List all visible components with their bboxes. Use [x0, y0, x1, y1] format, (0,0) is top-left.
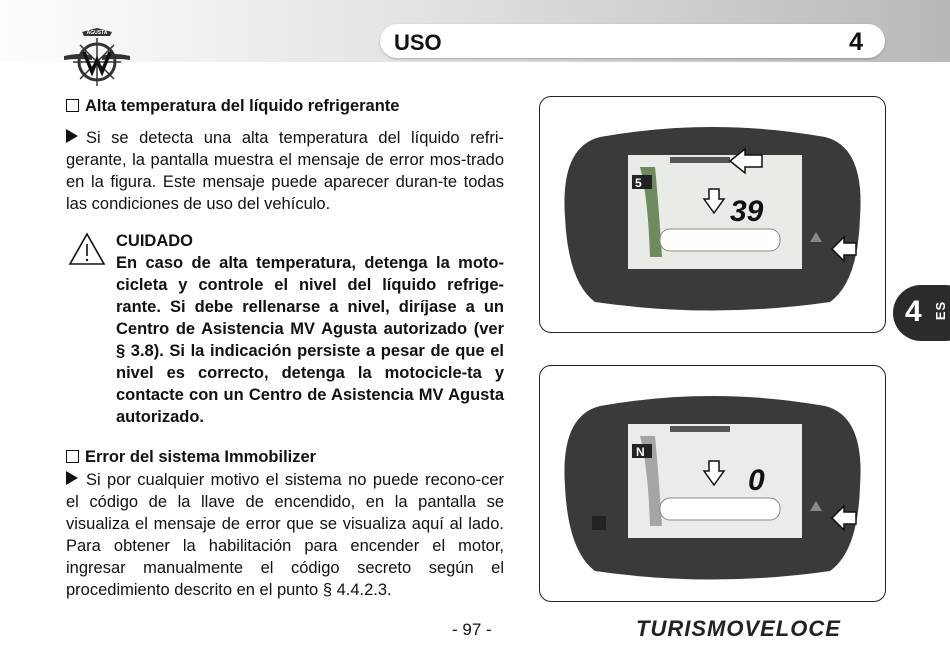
page-number: - 97 - — [452, 620, 492, 639]
mv-agusta-logo — [62, 22, 132, 90]
warning-block — [116, 230, 504, 428]
chapter-side-tab — [893, 285, 950, 341]
section-heading-immobilizer: Error del sistema Immobilizer — [66, 446, 506, 468]
speed-readout: 39 — [730, 195, 764, 228]
warning-triangle-icon — [68, 232, 106, 266]
section-title: USO — [394, 30, 442, 55]
bullet-arrow-icon — [66, 471, 78, 485]
section-title-bar — [380, 24, 885, 58]
section-body-immobilizer: Si por cualquier motivo el sistema no puede recono-cer el código de la llave de encendido, en la pantalla se visualiza el mensaje de error que se visualiza aquí al lado. Para obtener la habilitación para encender el motor, ingresar manualmente el código secreto según el procedimiento descrito en el punto § 4.4.2.3. — [66, 471, 504, 599]
dashboard-image — [540, 366, 885, 601]
warning-title: CUIDADO — [116, 232, 193, 250]
svg-text:AGUSTA: AGUSTA — [86, 30, 108, 36]
section-body-coolant: Si se detecta una alta temperatura del líquido refri-gerante, la pantalla muestra el mensaje de error mos-trado en la figura. Este mensaje puede aparecer duran-te todas las condiciones de uso del vehículo. — [66, 129, 504, 213]
figure-dashboard-coolant — [539, 96, 886, 333]
bullet-arrow-icon — [66, 129, 78, 143]
side-tab-lang: ES — [933, 300, 949, 321]
chapter-number: 4 — [849, 28, 863, 56]
speed-readout: 0 — [748, 464, 765, 497]
gear-indicator: N — [636, 445, 645, 459]
checkbox-icon — [66, 99, 79, 112]
brand-logo: TURISMOVELOCE — [636, 616, 841, 641]
section-heading-coolant: Alta temperatura del líquido refrigerante — [66, 95, 506, 117]
checkbox-icon — [66, 450, 79, 463]
side-tab-number: 4 — [905, 295, 922, 328]
dashboard-image — [540, 97, 885, 332]
warning-body: En caso de alta temperatura, detenga la moto-cicleta y controle el nivel del líquido refrige-rante. Si debe rellenarse a nivel, diríjase a un Centro de Asistencia MV Agusta autorizado (ver § 3.8). Si la indicación persiste a pesar de que el nivel es correcto, detenga la motocicle-ta y contacte con un Centro de Asistencia MV Agusta autorizado. — [116, 254, 504, 426]
figure-dashboard-immobilizer — [539, 365, 886, 602]
gear-indicator: 5 — [635, 176, 642, 190]
